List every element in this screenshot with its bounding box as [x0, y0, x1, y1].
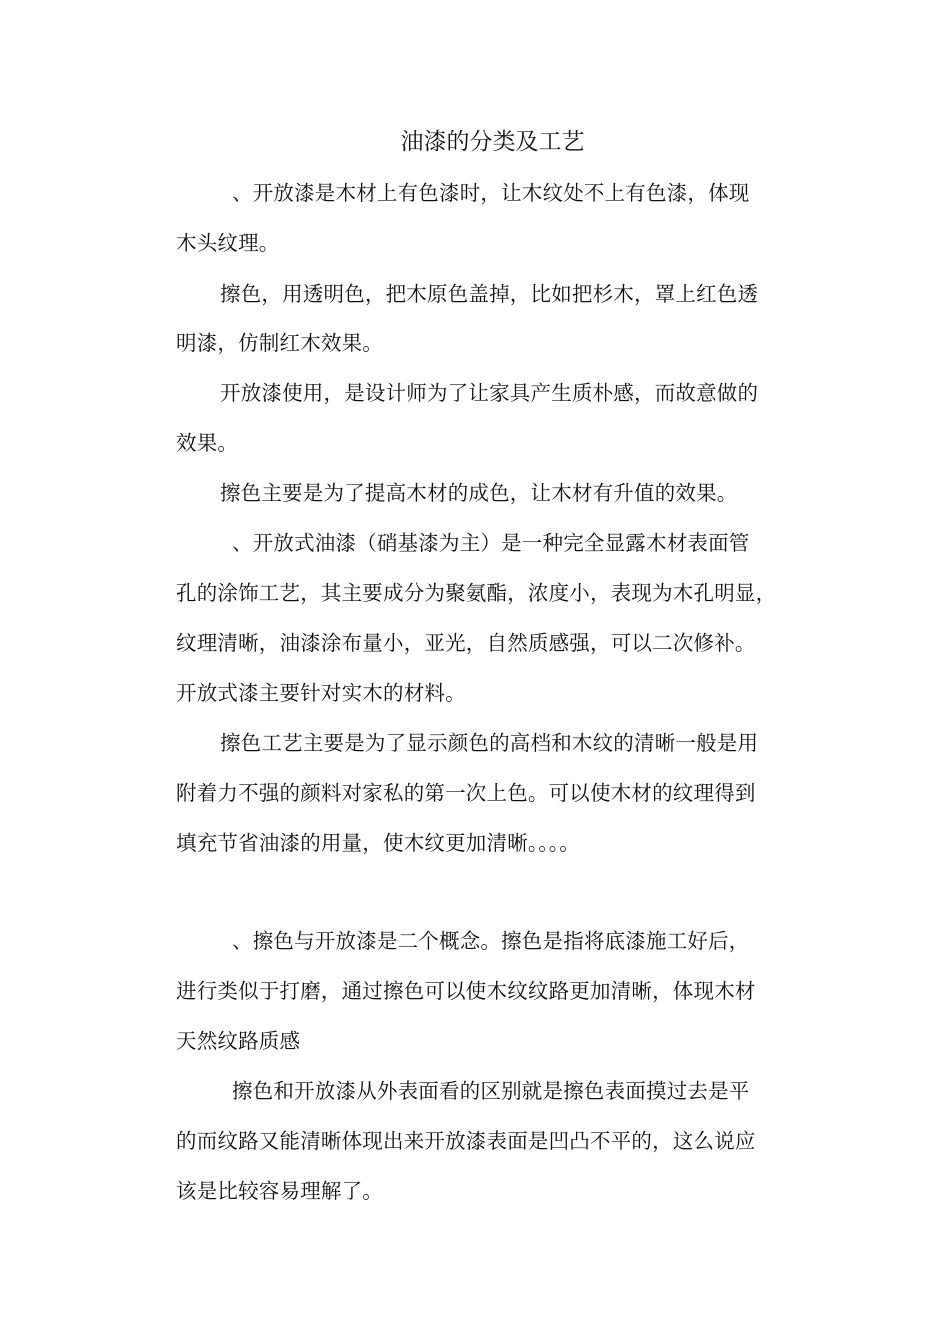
text-line: 木头纹理。: [176, 231, 280, 255]
text-line: 效果。: [176, 431, 239, 455]
text-line: 纹理清晰，油漆涂布量小，亚光，自然质感强，可以二次修补。: [176, 631, 756, 655]
text-line: 进行类似于打磨，通过擦色可以使木纹纹路更加清晰，体现木材: [176, 979, 756, 1003]
text-line: 附着力不强的颜料对家私的第一次上色。可以使木材的纹理得到: [176, 781, 756, 805]
text-line: 、擦色与开放漆是二个概念。擦色是指将底漆施工好后，: [232, 929, 750, 953]
text-line: 开放漆使用，是设计师为了让家具产生质朴感，而故意做的: [220, 381, 759, 405]
text-line: 擦色主要是为了提高木材的成色，让木材有升值的效果。: [220, 481, 738, 505]
text-line: 的而纹路又能清晰体现出来开放漆表面是凹凸不平的，这么说应: [176, 1129, 756, 1153]
text-line: 开放式漆主要针对实木的材料。: [176, 681, 466, 705]
text-line: 擦色和开放漆从外表面看的区别就是擦色表面摸过去是平: [232, 1079, 750, 1103]
text-line: 、开放式油漆（硝基漆为主）是一种完全显露木材表面管: [232, 531, 750, 555]
text-line: 该是比较容易理解了。: [176, 1179, 383, 1203]
text-line: 孔的涂饰工艺，其主要成分为聚氨酯，浓度小，表现为木孔明显，: [176, 581, 777, 605]
text-line: 明漆，仿制红木效果。: [176, 331, 383, 355]
document-title: 油漆的分类及工艺: [400, 129, 585, 155]
text-line: 、开放漆是木材上有色漆时，让木纹处不上有色漆，体现: [232, 181, 750, 205]
text-line: 填充节省油漆的用量，使木纹更加清晰。。。。: [176, 831, 580, 855]
text-line: 擦色，用透明色，把木原色盖掉，比如把杉木，罩上红色透: [220, 282, 759, 306]
text-line: 天然纹路质感: [176, 1029, 301, 1053]
text-line: 擦色工艺主要是为了显示颜色的高档和木纹的清晰一般是用: [220, 731, 759, 755]
